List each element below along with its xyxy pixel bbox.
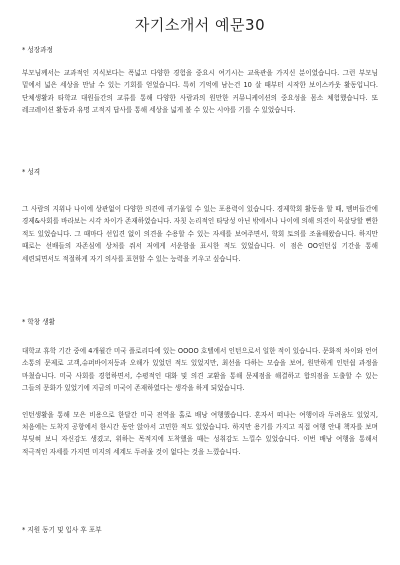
section-heading: * 성격 <box>22 168 41 176</box>
section-paragraph: 부모님께서는 교과적인 지식보다는 폭넓고 다양한 경험을 중요시 여기시는 교육관을 가지신 분이였습니다. 그런 부모님 밑에서 넓은 세상을 만날 수 있는 기회를 얻었습니다. 특히 기억에 남는건 10 살 때부터 시작한 보이스카웃 활동입니다. 단체생활과 타학교 대원들간의 교류를 통해 다양한 사람과의 원만한 커뮤니케이션의 중요성을 몸소 체험했습니다. 또 레크레이션 활동과 유명 고적지 답사를 통해 세상을 넓게 볼 수 있는 시야를 기를 수 있었습니다. <box>22 69 378 115</box>
section-heading: * 학창 생활 <box>22 318 55 326</box>
section-paragraph: 그 사람의 지위나 나이에 상관없이 다양한 의견에 귀기울일 수 있는 포용력이 있습니다. 경제학회 활동을 할 때, 멤버들간에 경제&사회를 바라보는 시각 차이가 존재하였습니다. 자칫 논리적인 타당성 아닌 밖에서나 나이에 의해 의견이 묵살당할 뻔한 적도 있었습니다. 그 때마다 선입견 없이 의견을 수용할 수 있는 자세를 보여주면서, 학회 토의를 조율해왔습니다. 하지만 때로는 선배들의 자존심에 상처를 줘서 저에게 서운함을 표시한 적도 있었습니다. 이 점은 OO인턴십 기간을 통해 세련되면서도 적절하게 자기 의사를 표현할 수 있는 능력을 키우고 싶습니다. <box>22 205 378 263</box>
section-growth <box>22 46 378 117</box>
section-personality <box>22 168 378 265</box>
section-paragraph: 대학교 휴학 기간 중에 4개월간 미국 플로리다에 있는 OOOO 호텔에서 인턴으로서 일한 적이 있습니다. 문화적 차이와 언어 소통의 문제로 고객,슈퍼바이저등과 오해가 있었던 적도 있었지만, 최선을 다하는 모습을 보여, 원만하게 인턴쉽 과정을 마쳤습니다. 미국 사회를 경험하면서, 수평적인 대화 및 의견 교환을 통해 문제점을 해결하고 합의점을 도출할 수 있는 그들의 문화가 있었기에 지금의 미국이 존재하였다는 생각을 하게 되었습니다. <box>22 347 378 393</box>
document-title: 자기소개서 예문30 <box>134 16 266 34</box>
section-motivation <box>22 526 378 535</box>
section-heading: * 성장과정 <box>22 46 53 54</box>
section-heading: * 지원 동기 및 입사 후 포부 <box>22 526 102 534</box>
section-school-life <box>22 318 378 458</box>
section-paragraph: 인턴생활을 통해 모은 비용으로 한달간 미국 전역을 홀로 배낭 여행했습니다. 혼자서 떠나는 여행이라 두려움도 있었지, 처음에는 도착지 공항에서 한시간 동안 앉아서 고민한 적도 있었습니다. 하지만 용기를 가지고 직접 여행 안내 책자를 보며 부딪혀 보니 자신감도 생겼고, 위하는 목적지에 도착했을 때는 성취감도 느낄수 있었습니다. 이번 배낭 여행을 통해서 적극적인 자세를 가지면 미지의 세계도 두려울 것이 없다는 것을 느꼈습니다. <box>22 410 378 456</box>
